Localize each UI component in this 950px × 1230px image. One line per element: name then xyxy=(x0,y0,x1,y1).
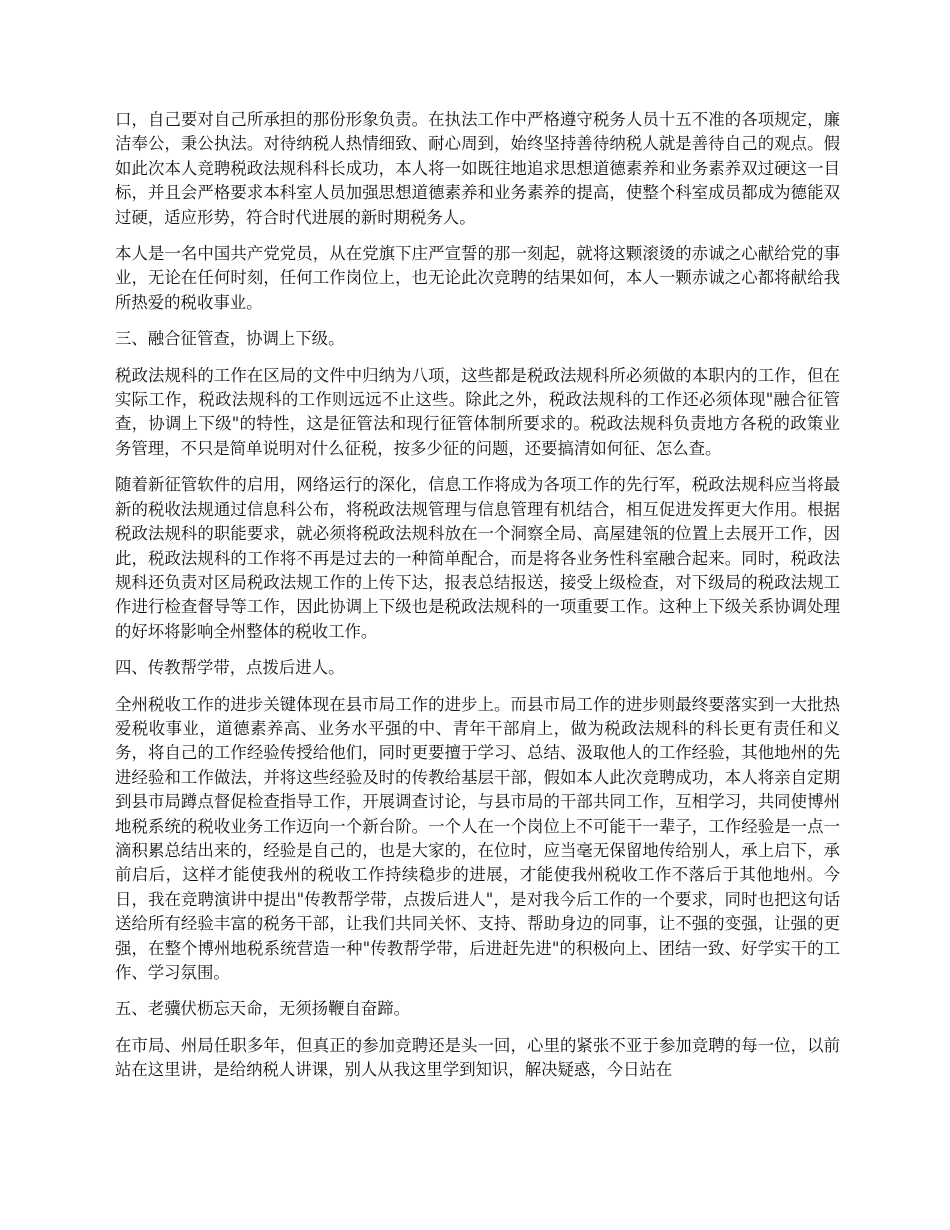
paragraph-4a: 全州税收工作的进步关键体现在县市局工作的进步上。而县市局工作的进步则最终要落实到一大批热爱税收事业，道德素养高、业务水平强的中、青年干部肩上，做为税政法规科的科长更有责任和义务，将自己的工作经验传授给他们，同时更要擅于学习、总结、汲取他人的工作经验，其他地州的先进经验和工作做法，并将这些经验及时的传教给基层干部，假如本人此次竞聘成功，本人将亲自定期到县市局蹲点督促检查指导工作，开展调查讨论，与县市局的干部共同工作，互相学习，共同使博州地税系统的税收业务工作迈向一个新台阶。一个人在一个岗位上不可能干一辈子，工作经验是一点一滴积累总结出来的，经验是自己的，也是大家的，在位时，应当毫无保留地传给别人，承上启下，承前启后，这样才能使我州的税收工作持续稳步的进展，才能使我州税收工作不落后于其他地州。今日，我在竞聘演讲中提出"传教帮学带，点拨后进人"，是对我今后工作的一个要求，同时也把这句话送给所有经验丰富的税务干部，让我们共同关怀、支持、帮助身边的同事，让不强的变强，让强的更强，在整个博州地税系统营造一种"传教帮学带，后进赶先进"的积极向上、团结一致、好学实干的工作、学习氛围。 xyxy=(115,694,840,982)
section-heading-4: 四、传教帮学带，点拨后进人。 xyxy=(115,658,345,678)
section-heading-5: 五、老骥伏枥忘天命，无须扬鞭自奋蹄。 xyxy=(115,999,411,1019)
paragraph-1: 口，自己要对自己所承担的那份形象负责。在执法工作中严格遵守税务人员十五不准的各项规定，廉洁奉公，秉公执法。对待纳税人热情细致、耐心周到，始终坚持善待纳税人就是善待自己的观点。假如此次本人竞聘税政法规科科长成功，本人将一如既往地追求思想道德素养和业务素养双过硬这一目标，并且会严格要求本科室人员加强思想道德素养和业务素养的提高，使整个科室成员都成为德能双过硬，适应形势，符合时代进展的新时期税务人。 xyxy=(115,110,840,227)
paragraph-5a: 在市局、州局任职多年，但真正的参加竞聘还是头一回，心里的紧张不亚于参加竞聘的每一位，以前站在这里讲，是给纳税人讲课，别人从我这里学到知识，解决疑惑，今日站在 xyxy=(115,1035,840,1080)
document-page xyxy=(115,108,840,1095)
paragraph-3a: 税政法规科的工作在区局的文件中归纳为八项，这些都是税政法规科所必须做的本职内的工作，但在实际工作，税政法规科的工作则远远不止这些。除此之外，税政法规科的工作还必须体现"融合征管查，协调上下级"的特性，这是征管法和现行征管体制所要求的。税政法规科负责地方各税的政策业务管理，不只是简单说明对什么征税，按多少征的问题，还要搞清如何征、怎么查。 xyxy=(115,365,840,458)
section-heading-3: 三、融合征管查，协调上下级。 xyxy=(115,329,345,349)
paragraph-2: 本人是一名中国共产党党员，从在党旗下庄严宣誓的那一刻起，就将这颗滚烫的赤诚之心献给党的事业，无论在任何时刻，任何工作岗位上，也无论此次竞聘的结果如何，本人一颗赤诚之心都将献给我所热爱的税收事业。 xyxy=(115,244,840,312)
paragraph-3b: 随着新征管软件的启用，网络运行的深化，信息工作将成为各项工作的先行军，税政法规科应当将最新的税收法规通过信息科公布，将税政法规管理与信息管理有机结合，相互促进发挥更大作用。根据税政法规科的职能要求，就必须将税政法规科放在一个洞察全局、高屋建瓴的位置上去展开工作，因此，税政法规科的工作将不再是过去的一种简单配合，而是将各业务性科室融合起来。同时，税政法规科还负责对区局税政法规工作的上传下达，报表总结报送，接受上级检查，对下级局的税政法规工作进行检查督导等工作，因此协调上下级也是税政法规科的一项重要工作。这种上下级关系协调处理的好坏将影响全州整体的税收工作。 xyxy=(115,475,840,641)
